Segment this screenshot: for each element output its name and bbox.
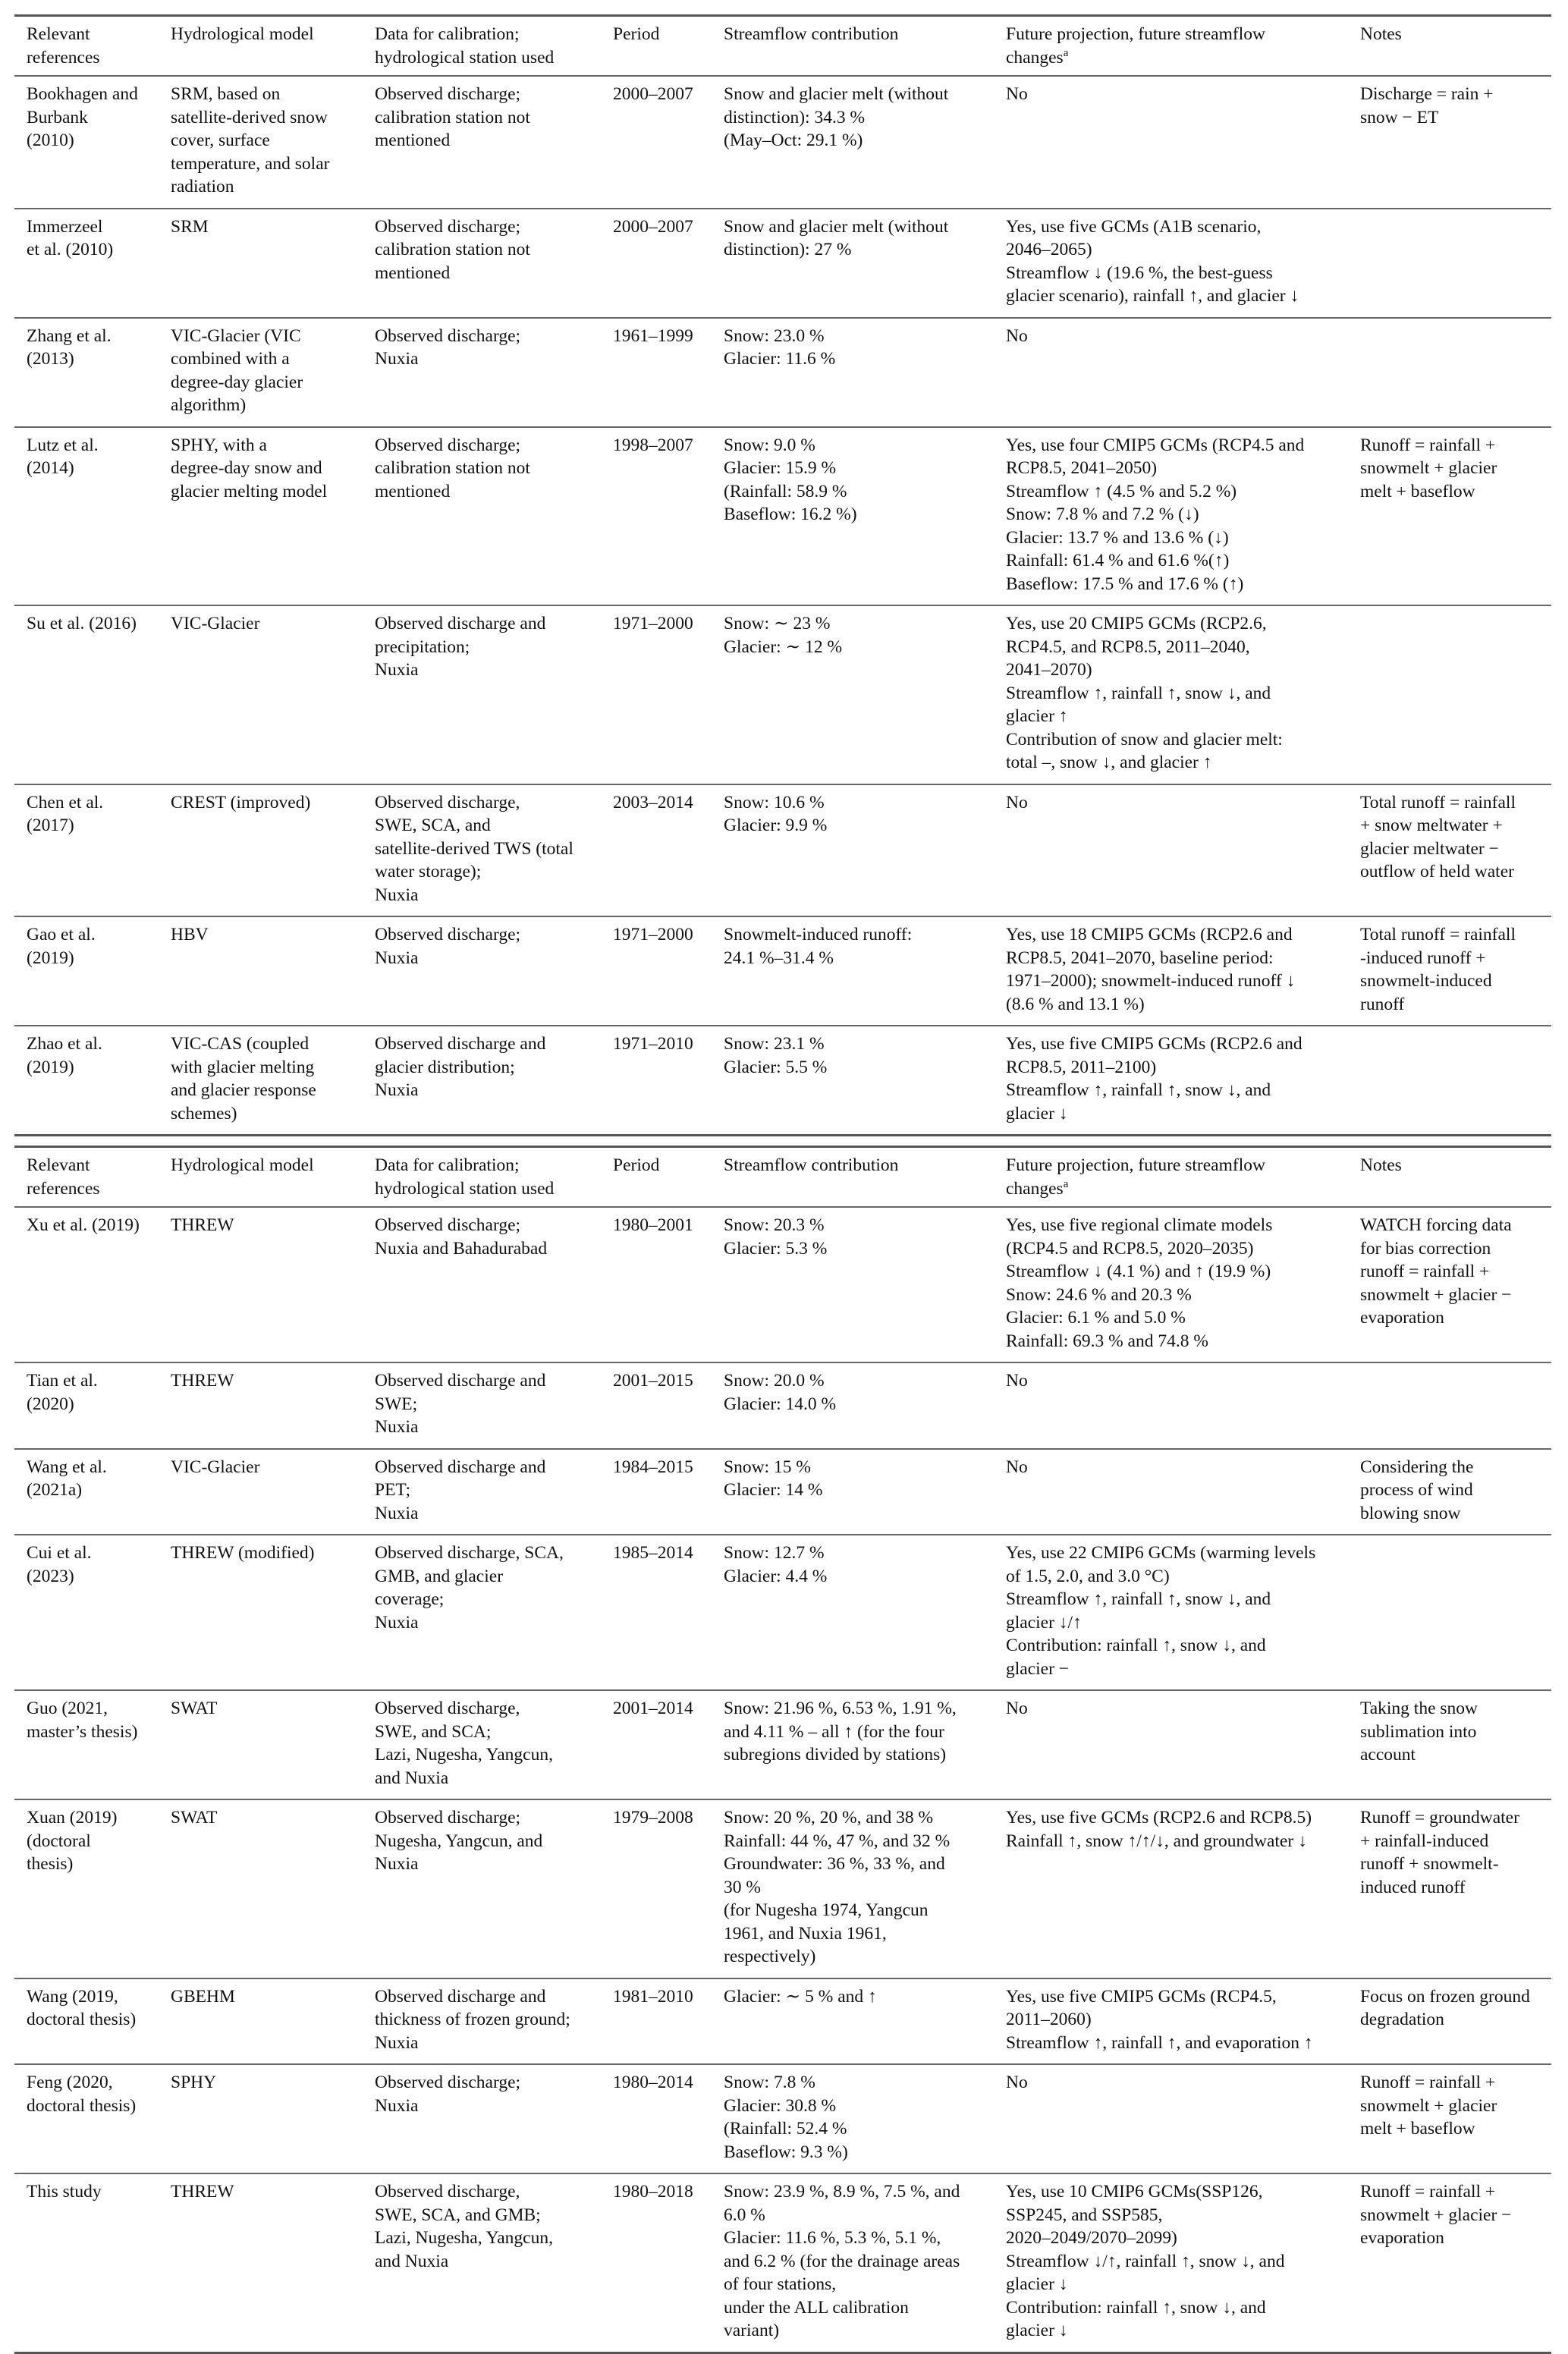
column-header-label: Hydrological model: [171, 1155, 314, 1175]
cell-period: 1980–2018: [601, 2173, 712, 2352]
cell-future-projection: Yes, use five CMIP5 GCMs (RCP2.6 and RCP8.5, 2011–2100) Streamflow ↑, rainfall ↑, snow ↓, and glacier ↓: [994, 1026, 1348, 1136]
cell-notes: [1348, 1362, 1551, 1449]
cell-streamflow-contribution: Snow: 20 %, 20 %, and 38 % Rainfall: 44 %, 47 %, and 32 % Groundwater: 36 %, 33 %, and 30 % (for Nugesha 1974, Yangcun 1961, and Nuxia 1961, respectively): [712, 1799, 994, 1978]
column-header-label: Relevant references: [27, 24, 100, 68]
cell-future-projection: No: [994, 2064, 1348, 2173]
column-header-label: Notes: [1360, 24, 1402, 44]
column-header-reference: [14, 16, 159, 77]
column-header-label: Data for calibration; hydrological station used: [375, 1155, 555, 1199]
table-row: [14, 1026, 1551, 1136]
cell-streamflow-contribution: Snow: 20.0 % Glacier: 14.0 %: [712, 1362, 994, 1449]
cell-model: THREW: [159, 1362, 363, 1449]
cell-model: CREST (improved): [159, 784, 363, 917]
cell-calibration-data: Observed discharge and PET; Nuxia: [363, 1449, 601, 1535]
cell-reference: Xu et al. (2019): [14, 1207, 159, 1362]
cell-model: SRM, based on satellite-derived snow cover, surface temperature, and solar radiation: [159, 76, 363, 209]
footnote-marker: a: [1063, 1177, 1069, 1190]
comparison-table-container: [14, 14, 1551, 2354]
table-row: [14, 1978, 1551, 2065]
cell-future-projection: Yes, use five GCMs (RCP2.6 and RCP8.5) Rainfall ↑, snow ↑/↑/↓, and groundwater ↓: [994, 1799, 1348, 1978]
cell-model: SPHY, with a degree-day snow and glacier melting model: [159, 427, 363, 606]
cell-model: VIC-Glacier: [159, 605, 363, 784]
cell-calibration-data: Observed discharge; Nuxia: [363, 916, 601, 1026]
cell-future-projection: Yes, use five CMIP5 GCMs (RCP4.5, 2011–2060) Streamflow ↑, rainfall ↑, and evaporation ↑: [994, 1978, 1348, 2065]
table-row: [14, 76, 1551, 209]
cell-period: 2001–2015: [601, 1362, 712, 1449]
cell-notes: Runoff = groundwater + rainfall-induced runoff + snowmelt- induced runoff: [1348, 1799, 1551, 1978]
cell-model: THREW: [159, 1207, 363, 1362]
table-row: [14, 784, 1551, 917]
cell-calibration-data: Observed discharge and thickness of frozen ground; Nuxia: [363, 1978, 601, 2065]
footnote-marker: a: [1063, 46, 1069, 59]
column-header-reference: [14, 1147, 159, 1208]
cell-period: 1971–2010: [601, 1026, 712, 1136]
cell-notes: [1348, 318, 1551, 427]
column-header-streamflow-contribution: [712, 1147, 994, 1208]
cell-period: 1971–2000: [601, 916, 712, 1026]
cell-reference: Wang et al. (2021a): [14, 1449, 159, 1535]
cell-reference: Chen et al. (2017): [14, 784, 159, 917]
cell-notes: [1348, 1026, 1551, 1136]
cell-period: 1985–2014: [601, 1535, 712, 1690]
table-row: [14, 427, 1551, 606]
cell-reference: Tian et al. (2020): [14, 1362, 159, 1449]
column-header-period: [601, 16, 712, 77]
cell-model: HBV: [159, 916, 363, 1026]
table-row: [14, 2064, 1551, 2173]
cell-period: 1971–2000: [601, 605, 712, 784]
column-header-notes: [1348, 1147, 1551, 1208]
cell-calibration-data: Observed discharge; Nuxia: [363, 2064, 601, 2173]
column-header-future-projection: [994, 1147, 1348, 1208]
cell-streamflow-contribution: Snow and glacier melt (without distinction): 27 %: [712, 209, 994, 318]
cell-notes: [1348, 605, 1551, 784]
cell-notes: Runoff = rainfall + snowmelt + glacier melt + baseflow: [1348, 2064, 1551, 2173]
table-row: [14, 2173, 1551, 2352]
cell-future-projection: No: [994, 318, 1348, 427]
column-header-calibration-data: [363, 1147, 601, 1208]
table-row: [14, 1449, 1551, 1535]
cell-calibration-data: Observed discharge, SWE, SCA, and satellite-derived TWS (total water storage); Nuxia: [363, 784, 601, 917]
cell-reference: Zhao et al. (2019): [14, 1026, 159, 1136]
cell-notes: Considering the process of wind blowing snow: [1348, 1449, 1551, 1535]
cell-notes: Focus on frozen ground degradation: [1348, 1978, 1551, 2065]
cell-period: 1980–2001: [601, 1207, 712, 1362]
table-row: [14, 209, 1551, 318]
cell-streamflow-contribution: Snow: 9.0 % Glacier: 15.9 % (Rainfall: 58.9 % Baseflow: 16.2 %): [712, 427, 994, 606]
cell-reference: Zhang et al. (2013): [14, 318, 159, 427]
cell-calibration-data: Observed discharge; Nugesha, Yangcun, and Nuxia: [363, 1799, 601, 1978]
cell-future-projection: Yes, use 10 CMIP6 GCMs(SSP126, SSP245, and SSP585, 2020–2049/2070–2099) Streamflow ↓/↑, rainfall ↑, snow ↓, and glacier ↓ Contribution: rainfall ↑, snow ↓, and glacier ↓: [994, 2173, 1348, 2352]
cell-calibration-data: Observed discharge, SWE, and SCA; Lazi, Nugesha, Yangcun, and Nuxia: [363, 1690, 601, 1799]
cell-notes: WATCH forcing data for bias correction runoff = rainfall + snowmelt + glacier − evaporation: [1348, 1207, 1551, 1362]
column-header-label: Streamflow contribution: [724, 1155, 899, 1175]
cell-model: THREW (modified): [159, 1535, 363, 1690]
cell-reference: Guo (2021, master’s thesis): [14, 1690, 159, 1799]
cell-calibration-data: Observed discharge; calibration station not mentioned: [363, 76, 601, 209]
cell-model: GBEHM: [159, 1978, 363, 2065]
table-row: [14, 605, 1551, 784]
cell-streamflow-contribution: Snow: 15 % Glacier: 14 %: [712, 1449, 994, 1535]
cell-reference: Xuan (2019) (doctoral thesis): [14, 1799, 159, 1978]
column-header-model: [159, 1147, 363, 1208]
cell-streamflow-contribution: Snow: 23.0 % Glacier: 11.6 %: [712, 318, 994, 427]
cell-streamflow-contribution: Snow: 23.1 % Glacier: 5.5 %: [712, 1026, 994, 1136]
cell-model: SPHY: [159, 2064, 363, 2173]
cell-streamflow-contribution: Snow: 10.6 % Glacier: 9.9 %: [712, 784, 994, 917]
cell-calibration-data: Observed discharge, SCA, GMB, and glacier coverage; Nuxia: [363, 1535, 601, 1690]
cell-calibration-data: Observed discharge, SWE, SCA, and GMB; Lazi, Nugesha, Yangcun, and Nuxia: [363, 2173, 601, 2352]
column-header-label: Streamflow contribution: [724, 24, 899, 44]
cell-streamflow-contribution: Snow: 20.3 % Glacier: 5.3 %: [712, 1207, 994, 1362]
table-row: [14, 1799, 1551, 1978]
column-header-model: [159, 16, 363, 77]
cell-notes: Runoff = rainfall + snowmelt + glacier − evaporation: [1348, 2173, 1551, 2352]
cell-calibration-data: Observed discharge; Nuxia: [363, 318, 601, 427]
cell-period: 2000–2007: [601, 76, 712, 209]
cell-reference: This study: [14, 2173, 159, 2352]
column-header-calibration-data: [363, 16, 601, 77]
cell-calibration-data: Observed discharge; calibration station not mentioned: [363, 209, 601, 318]
column-header-label: Future projection, future streamflow changes: [1006, 1155, 1265, 1199]
cell-streamflow-contribution: Snow: 23.9 %, 8.9 %, 7.5 %, and 6.0 % Glacier: 11.6 %, 5.3 %, 5.1 %, and 6.2 % (for the drainage areas of four stations, under the ALL calibration variant): [712, 2173, 994, 2352]
cell-calibration-data: Observed discharge and SWE; Nuxia: [363, 1362, 601, 1449]
cell-calibration-data: Observed discharge; calibration station not mentioned: [363, 427, 601, 606]
cell-reference: Immerzeel et al. (2010): [14, 209, 159, 318]
cell-model: VIC-Glacier: [159, 1449, 363, 1535]
cell-future-projection: No: [994, 1690, 1348, 1799]
cell-model: SRM: [159, 209, 363, 318]
column-header-label: Relevant references: [27, 1155, 100, 1199]
cell-notes: [1348, 1535, 1551, 1690]
cell-notes: Total runoff = rainfall -induced runoff + snowmelt-induced runoff: [1348, 916, 1551, 1026]
cell-period: 1981–2010: [601, 1978, 712, 2065]
cell-future-projection: Yes, use five GCMs (A1B scenario, 2046–2065) Streamflow ↓ (19.6 %, the best-guess glacier scenario), rainfall ↑, and glacier ↓: [994, 209, 1348, 318]
cell-future-projection: Yes, use four CMIP5 GCMs (RCP4.5 and RCP8.5, 2041–2050) Streamflow ↑ (4.5 % and 5.2 %) Snow: 7.8 % and 7.2 % (↓) Glacier: 13.7 % and 13.6 % (↓) Rainfall: 61.4 % and 61.6 %(↑) Baseflow: 17.5 % and 17.6 % (↑): [994, 427, 1348, 606]
header-row: [14, 1147, 1551, 1208]
column-header-label: Period: [613, 1155, 660, 1175]
cell-period: 2001–2014: [601, 1690, 712, 1799]
table-row: [14, 1535, 1551, 1690]
cell-streamflow-contribution: Snow: 21.96 %, 6.53 %, 1.91 %, and 4.11 % – all ↑ (for the four subregions divided by stations): [712, 1690, 994, 1799]
cell-future-projection: Yes, use 18 CMIP5 GCMs (RCP2.6 and RCP8.5, 2041–2070, baseline period: 1971–2000); snowmelt-induced runoff ↓ (8.6 % and 13.1 %): [994, 916, 1348, 1026]
cell-model: THREW: [159, 2173, 363, 2352]
cell-period: 1998–2007: [601, 427, 712, 606]
cell-notes: [1348, 209, 1551, 318]
cell-streamflow-contribution: Snow and glacier melt (without distinction): 34.3 % (May–Oct: 29.1 %): [712, 76, 994, 209]
cell-model: VIC-Glacier (VIC combined with a degree-day glacier algorithm): [159, 318, 363, 427]
cell-period: 2000–2007: [601, 209, 712, 318]
column-header-streamflow-contribution: [712, 16, 994, 77]
cell-notes: Total runoff = rainfall + snow meltwater + glacier meltwater − outflow of held water: [1348, 784, 1551, 917]
cell-calibration-data: Observed discharge and glacier distribution; Nuxia: [363, 1026, 601, 1136]
cell-notes: Taking the snow sublimation into account: [1348, 1690, 1551, 1799]
table-row: [14, 318, 1551, 427]
cell-streamflow-contribution: Snow: 12.7 % Glacier: 4.4 %: [712, 1535, 994, 1690]
column-header-period: [601, 1147, 712, 1208]
table-row: [14, 1362, 1551, 1449]
cell-notes: Discharge = rain + snow − ET: [1348, 76, 1551, 209]
cell-reference: Gao et al. (2019): [14, 916, 159, 1026]
table-row: [14, 1207, 1551, 1362]
table-row: [14, 916, 1551, 1026]
cell-period: 1980–2014: [601, 2064, 712, 2173]
cell-period: 2003–2014: [601, 784, 712, 917]
cell-period: 1979–2008: [601, 1799, 712, 1978]
cell-streamflow-contribution: Glacier: ∼ 5 % and ↑: [712, 1978, 994, 2065]
column-header-notes: [1348, 16, 1551, 77]
header-row: [14, 16, 1551, 77]
cell-streamflow-contribution: Snowmelt-induced runoff: 24.1 %–31.4 %: [712, 916, 994, 1026]
cell-model: VIC-CAS (coupled with glacier melting and glacier response schemes): [159, 1026, 363, 1136]
cell-reference: Su et al. (2016): [14, 605, 159, 784]
cell-streamflow-contribution: Snow: ∼ 23 % Glacier: ∼ 12 %: [712, 605, 994, 784]
cell-reference: Bookhagen and Burbank (2010): [14, 76, 159, 209]
cell-streamflow-contribution: Snow: 7.8 % Glacier: 30.8 % (Rainfall: 52.4 % Baseflow: 9.3 %): [712, 2064, 994, 2173]
cell-notes: Runoff = rainfall + snowmelt + glacier melt + baseflow: [1348, 427, 1551, 606]
table-row: [14, 1690, 1551, 1799]
cell-calibration-data: Observed discharge; Nuxia and Bahadurabad: [363, 1207, 601, 1362]
cell-model: SWAT: [159, 1690, 363, 1799]
cell-period: 1984–2015: [601, 1449, 712, 1535]
cell-model: SWAT: [159, 1799, 363, 1978]
cell-future-projection: No: [994, 1362, 1348, 1449]
column-header-label: Hydrological model: [171, 24, 314, 44]
studies-table-part-2: [14, 1146, 1551, 2354]
cell-future-projection: Yes, use 20 CMIP5 GCMs (RCP2.6, RCP4.5, and RCP8.5, 2011–2040, 2041–2070) Streamflow ↑, rainfall ↑, snow ↓, and glacier ↑ Contribution of snow and glacier melt: total –, snow ↓, and glacier ↑: [994, 605, 1348, 784]
cell-future-projection: No: [994, 784, 1348, 917]
studies-table-part-1: [14, 14, 1551, 1136]
cell-future-projection: No: [994, 76, 1348, 209]
cell-future-projection: No: [994, 1449, 1348, 1535]
column-header-label: Future projection, future streamflow changes: [1006, 24, 1265, 68]
cell-calibration-data: Observed discharge and precipitation; Nuxia: [363, 605, 601, 784]
cell-period: 1961–1999: [601, 318, 712, 427]
cell-reference: Cui et al. (2023): [14, 1535, 159, 1690]
cell-future-projection: Yes, use 22 CMIP6 GCMs (warming levels of 1.5, 2.0, and 3.0 °C) Streamflow ↑, rainfall ↑, snow ↓, and glacier ↓/↑ Contribution: rainfall ↑, snow ↓, and glacier −: [994, 1535, 1348, 1690]
column-header-label: Period: [613, 24, 660, 44]
column-header-future-projection: [994, 16, 1348, 77]
column-header-label: Data for calibration; hydrological station used: [375, 24, 555, 68]
cell-future-projection: Yes, use five regional climate models (RCP4.5 and RCP8.5, 2020–2035) Streamflow ↓ (4.1 %) and ↑ (19.9 %) Snow: 24.6 % and 20.3 % Glacier: 6.1 % and 5.0 % Rainfall: 69.3 % and 74.8 %: [994, 1207, 1348, 1362]
cell-reference: Lutz et al. (2014): [14, 427, 159, 606]
column-header-label: Notes: [1360, 1155, 1402, 1175]
cell-reference: Wang (2019, doctoral thesis): [14, 1978, 159, 2065]
cell-reference: Feng (2020, doctoral thesis): [14, 2064, 159, 2173]
